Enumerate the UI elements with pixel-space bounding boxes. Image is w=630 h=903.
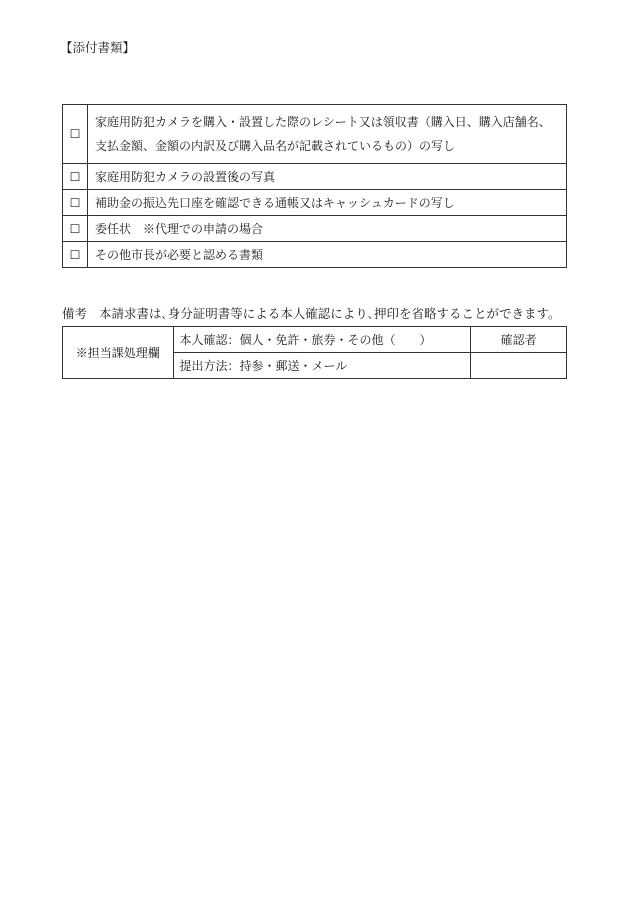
attachment-text-line: 家庭用防犯カメラを購入・設置した際のレシート又は領収書（購入日、購入店舗名、 [95, 115, 551, 129]
office-row [63, 327, 567, 353]
attachment-text: 委任状 ※代理での申請の場合 [88, 216, 567, 242]
attachment-row [63, 190, 567, 216]
attachment-text [88, 105, 567, 164]
checkbox[interactable]: ☐ [63, 190, 88, 216]
identity-check-field: 本人確認：個人・免許・旅券・その他（ ） [173, 327, 471, 353]
checkbox[interactable]: ☐ [63, 164, 88, 190]
confirmer-label: 確認者 [471, 327, 567, 353]
attachment-row [63, 216, 567, 242]
attachments-heading: 【添付書類】 [60, 40, 136, 55]
remarks-text: 本請求書は､身分証明書等による本人確認により､押印を省略することができます。 [99, 306, 561, 321]
checkbox[interactable]: ☐ [63, 105, 88, 164]
attachment-row [63, 242, 567, 268]
remarks-note [62, 304, 561, 322]
confirmer-field[interactable] [471, 353, 567, 379]
checkbox[interactable]: ☐ [63, 242, 88, 268]
attachment-text-line: 支払金額、金額の内訳及び購入品名が記載されているもの）の写し [95, 139, 456, 153]
attachment-row [63, 164, 567, 190]
attachment-row [63, 105, 567, 164]
attachment-text: その他市長が必要と認める書類 [88, 242, 567, 268]
attachment-text: 補助金の振込先口座を確認できる通帳又はキャッシュカードの写し [88, 190, 567, 216]
submission-method-field: 提出方法：持参・郵送・メール [173, 353, 471, 379]
attachments-table [62, 104, 567, 268]
attachment-text: 家庭用防犯カメラの設置後の写真 [88, 164, 567, 190]
remarks-label: 備考 [62, 306, 88, 321]
checkbox[interactable]: ☐ [63, 216, 88, 242]
office-processing-table [62, 326, 567, 379]
office-processing-label: ※担当課処理欄 [63, 327, 174, 379]
